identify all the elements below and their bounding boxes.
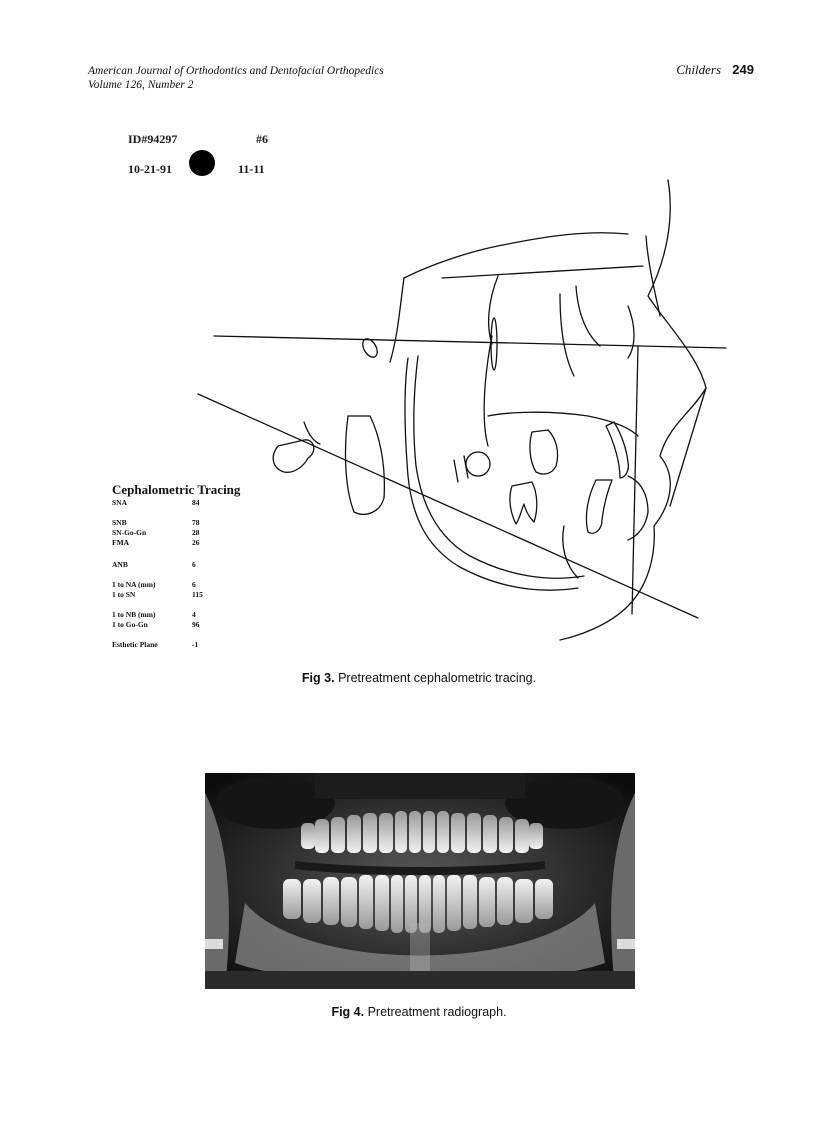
ceph-value: 26 [192,538,200,547]
ceph-label: ANB [112,560,128,569]
journal-name: American Journal of Orthodontics and Dentofacial Orthopedics [88,65,384,77]
ceph-row [112,538,222,548]
ceph-row [112,498,222,508]
ceph-label: SNA [112,498,128,507]
author-name: Childers [676,62,722,77]
ceph-row [112,610,222,620]
ceph-table-title: Cephalometric Tracing [112,482,241,497]
ceph-row [112,620,222,630]
ceph-label: Esthetic Plane [112,640,158,649]
figure-3-caption-label: Fig 3. [301,671,335,685]
figure-3-cephalometric-tracing [108,126,736,656]
ceph-value: 78 [192,518,200,527]
cranial-base [404,233,628,278]
ceph-value: 6 [192,580,196,589]
running-header-right [676,62,754,78]
figure-4-caption [0,1005,838,1019]
ceph-value: -1 [192,640,199,649]
figure-3-caption [0,671,838,685]
sn-line [442,266,643,278]
ceph-value: 96 [192,620,200,629]
ceph-value: 28 [192,528,200,537]
tracing-drawing [108,126,736,656]
figure-3-caption-text: Pretreatment cephalometric tracing. [338,671,537,685]
stamp-time: 11-11 [238,162,265,176]
ceph-label: 1 to SN [112,590,136,599]
ceph-label: SNB [112,518,127,527]
fh-plane-line [214,336,726,348]
ceph-row [112,640,222,650]
figure-4-caption-label: Fig 4. [331,1005,365,1019]
ceph-row [112,590,222,600]
esthetic-plane [670,388,706,506]
figure-4-panoramic-radiograph [205,773,635,989]
ceph-row [112,518,222,528]
ceph-label: FMA [112,538,130,547]
figure-4-caption-text: Pretreatment radiograph. [367,1005,507,1019]
ceph-value: 4 [192,610,196,619]
stamp-dot [189,150,215,176]
ceph-label: 1 to NA (mm) [112,580,156,589]
ceph-value: 6 [192,560,196,569]
journal-volume: Volume 126, Number 2 [88,79,194,91]
ceph-row [112,528,222,538]
page-number: 249 [732,62,754,77]
stamp-date: 10-21-91 [128,162,172,176]
ceph-value: 115 [192,590,203,599]
ceph-label: 1 to NB (mm) [112,610,156,619]
mandibular-plane-line [198,394,698,618]
mandible-outline [405,358,578,590]
stamp-number: #6 [256,132,268,146]
ceph-label: SN-Go-Gn [112,528,147,537]
ceph-row [112,560,222,570]
ceph-value: 84 [192,498,200,507]
ceph-label: 1 to Go-Gn [112,620,148,629]
running-header-left [88,64,384,92]
stamp-id: ID#94297 [128,132,178,146]
ceph-row [112,580,222,590]
